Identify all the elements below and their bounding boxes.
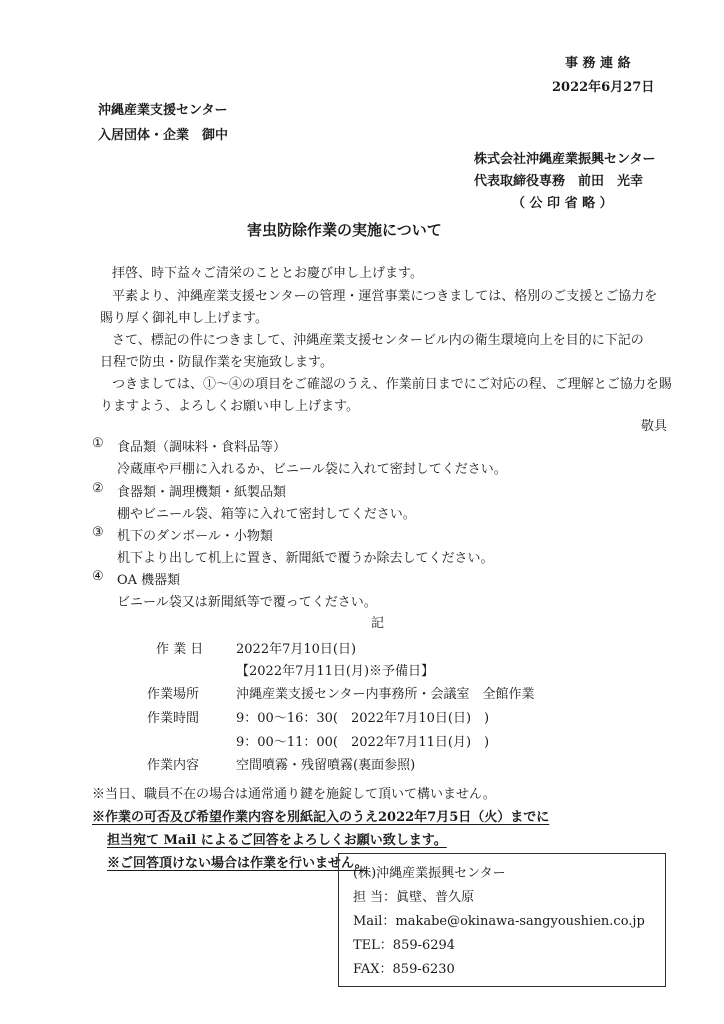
body-p2a: 平素より、沖縄産業支援センターの管理・運営事業につきましては、格別のご支援とご協力を <box>112 289 658 304</box>
note-4: ※ご回答頂けない場合は作業を行いません。 <box>107 856 368 871</box>
body-p3a: さて、標記の件につきまして、沖縄産業支援センタービル内の衛生環境向上を目的に下記の <box>112 333 644 348</box>
item-4-head: OA 機器類 <box>117 573 181 588</box>
item-4-num: ④ <box>92 569 104 584</box>
doc-date: 2022年6月27日 <box>552 80 655 95</box>
page-title: 害虫防除作業の実施について <box>247 221 442 239</box>
body-p3b: 日程で防虫・防鼠作業を実施致します。 <box>100 355 333 370</box>
contact-staff: 担 当：眞壁、普久原 <box>353 890 475 905</box>
closing-keigu: 敬具 <box>641 419 668 434</box>
sender-title-name: 代表取締役専務 前田 光幸 <box>474 174 644 189</box>
note-2: ※作業の可否及び希望作業内容を別紙記入のうえ2022年7月5日（火）までに <box>92 810 550 825</box>
doc-type: 事 務 連 絡 <box>565 56 631 71</box>
contact-fax: FAX：859-6230 <box>353 962 455 977</box>
item-3-num: ③ <box>92 525 104 540</box>
schedule-reserve: 【2022年7月11日(月)※予備日】 <box>236 664 435 679</box>
schedule-place-label: 作業場所 <box>147 687 200 702</box>
contact-box <box>338 853 666 987</box>
schedule-date-value: 2022年7月10日(日) <box>236 642 357 657</box>
item-2-detail: 棚やビニール袋、箱等に入れて密封してください。 <box>117 507 416 522</box>
addressee-line1: 沖縄産業支援センター <box>98 103 228 118</box>
item-1-head: 食品類（調味料・食料品等） <box>117 440 287 455</box>
item-3-head: 机下のダンボール・小物類 <box>117 529 273 544</box>
schedule-time-label: 作業時間 <box>147 711 200 726</box>
body-p4a: つきましては、①～④の項目をご確認のうえ、作業前日までにご対応の程、ご理解とご協力を賜 <box>112 377 672 392</box>
sender-company: 株式会社沖縄産業振興センター <box>474 152 656 167</box>
item-4-detail: ビニール袋又は新聞紙等で覆ってください。 <box>117 595 377 610</box>
contact-org: (株)沖縄産業振興センター <box>353 866 506 881</box>
note-1: ※当日、職員不在の場合は通常通り鍵を施錠して頂いて構いません。 <box>92 787 496 802</box>
body-p1: 拝啓、時下益々ご清栄のこととお慶び申し上げます。 <box>112 266 423 281</box>
item-2-head: 食器類・調理機類・紙製品類 <box>117 485 287 500</box>
schedule-place-value: 沖縄産業支援センター内事務所・会議室 全館作業 <box>236 687 535 702</box>
ki-mark: 記 <box>371 616 385 631</box>
item-2-num: ② <box>92 481 104 496</box>
item-3-detail: 机下より出して机上に置き、新聞紙で覆うか除去してください。 <box>117 551 494 566</box>
schedule-time-2: 9：00～11：00( 2022年7月11日(月) ) <box>236 735 490 750</box>
schedule-time-1: 9：00～16：30( 2022年7月10日(日) ) <box>236 711 490 726</box>
item-1-num: ① <box>92 436 104 451</box>
addressee-line2: 入居団体・企業 御中 <box>98 128 229 143</box>
schedule-content-label: 作業内容 <box>147 758 200 773</box>
body-p2b: 賜り厚く御礼申し上げます。 <box>100 311 268 326</box>
contact-mail: Mail：makabe@okinawa-sangyoushien.co.jp <box>353 914 645 929</box>
schedule-content-value: 空間噴霧・残留噴霧(裏面参照) <box>236 758 416 773</box>
contact-tel: TEL：859-6294 <box>353 938 456 953</box>
schedule-date-label: 作 業 日 <box>156 642 204 657</box>
note-3: 担当宛て Mail によるご回答をよろしくお願い致します。 <box>107 833 447 848</box>
item-1-detail: 冷蔵庫や戸棚に入れるか、ビニール袋に入れて密封してください。 <box>117 462 507 477</box>
sender-seal-note: （ 公 印 省 略 ） <box>512 196 613 211</box>
body-p4b: りますよう、よろしくお願い申し上げます。 <box>100 399 359 414</box>
